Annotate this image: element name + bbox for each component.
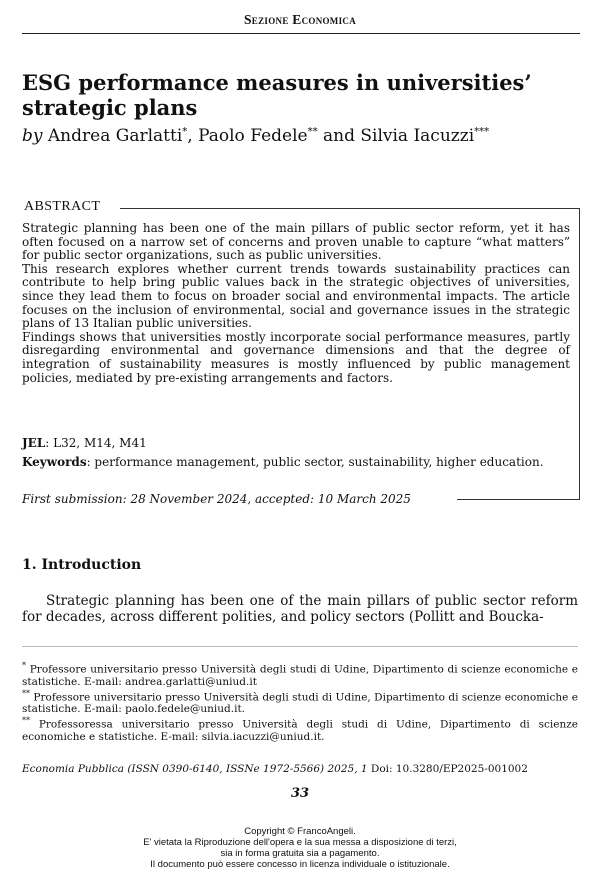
author-footnote-mark[interactable]: ***: [474, 126, 490, 138]
jel-codes: [22, 436, 570, 450]
doi[interactable]: Doi: 10.3280/EP2025-001002: [367, 763, 528, 775]
author-byline: [22, 126, 582, 146]
author-footnote-mark[interactable]: *: [182, 126, 188, 138]
submission-dates: First submission: 28 November 2024, accepted: 10 March 2025: [22, 492, 411, 506]
footnote-text: Professore universitario presso Università degli studi di Udine, Dipartimento di scienze economiche e statistiche. E-mail: andrea.garlatti@uniud.it: [22, 663, 578, 688]
article-title: [22, 70, 582, 120]
footnote-text: Professoressa universitario presso Università degli studi di Udine, Dipartimento di scienze economiche e statistiche. E-mail: silvia.iacuzzi@uniud.it.: [22, 718, 578, 743]
keywords-value: : performance management, public sector, sustainability, higher education.: [86, 455, 544, 469]
title-line-2: strategic plans: [22, 95, 198, 120]
author-separator: and: [317, 126, 361, 146]
copyright-line: Il documento può essere concesso in licenza individuale o istituzionale.: [150, 859, 450, 870]
abstract-frame-bottom: [457, 499, 579, 500]
title-line-1: ESG performance measures in universities’: [22, 70, 532, 95]
footnote-mark: **: [22, 688, 30, 698]
author-footnote-mark[interactable]: **: [307, 126, 318, 138]
footnotes: [22, 660, 578, 743]
citation-line: [22, 763, 582, 775]
jel-label: JEL: [22, 436, 46, 450]
abstract-frame-right: [579, 208, 580, 500]
intro-paragraph: Strategic planning has been one of the main pillars of public sector reform for decades, across different polities, and policy sectors (Pollitt and Boucka-: [22, 593, 578, 625]
footnote-text: Professore universitario presso Università degli studi di Udine, Dipartimento di scienze economiche e statistiche. E-mail: paolo.fedele@uniud.it.: [22, 691, 578, 715]
abstract-paragraph: This research explores whether current trends towards sustainability practices can contribute to help bring public values back in the strategic objectives of universities, since they lead them to focus on broader social and environmental impacts. The article focuses on the inclusion of environmental, social and governance issues in the strategic plans of 13 Italian public universities.: [22, 261, 570, 331]
author-separator: ,: [187, 126, 199, 146]
footnote: [22, 715, 578, 743]
footnote-rule: [22, 646, 578, 647]
byline-by: by: [22, 126, 43, 146]
footnote-mark: *: [22, 661, 26, 670]
author-name: Silvia Iacuzzi: [360, 126, 475, 146]
journal-citation: Economia Pubblica (ISSN 0390-6140, ISSNe 1972-5566) 2025, 1: [22, 763, 368, 775]
page-number: 33: [290, 786, 310, 801]
author-name: Paolo Fedele: [198, 126, 308, 146]
footnote-mark: **: [22, 716, 30, 725]
abstract-paragraph: Findings shows that universities mostly incorporate social performance measures, partly disregarding environmental and governance dimensions and that the degree of integration of sustainability measures is mostly influenced by public management policies, mediated by pre-existing arrangements and factors.: [22, 329, 570, 385]
abstract-body: [22, 222, 570, 385]
section-header-rule: [22, 33, 580, 34]
copyright-line: Copyright © FrancoAngeli.: [244, 826, 356, 837]
copyright-line: E' vietata la Riproduzione dell'opera e la sua messa a disposizione di terzi,: [143, 837, 457, 848]
keywords: [22, 456, 570, 470]
jel-value: : L32, M14, M41: [45, 436, 147, 450]
section-heading: 1. Introduction: [22, 557, 142, 573]
abstract-frame-top: [120, 208, 579, 209]
abstract-paragraph: Strategic planning has been one of the main pillars of public sector reform, yet it has often focused on a narrow set of concerns and proven unable to capture “what matters” for public sector organizations, such as public universities.: [22, 221, 570, 263]
section-header: Sezione Economica: [244, 12, 356, 27]
copyright-line: sia in forma gratuita sia a pagamento.: [220, 848, 380, 859]
keywords-label: Keywords: [22, 455, 87, 469]
author-name: Andrea Garlatti: [47, 126, 183, 146]
abstract-label: ABSTRACT: [24, 199, 101, 214]
footnote: [22, 688, 578, 716]
footnote: [22, 660, 578, 688]
copyright-notice: [0, 826, 600, 870]
